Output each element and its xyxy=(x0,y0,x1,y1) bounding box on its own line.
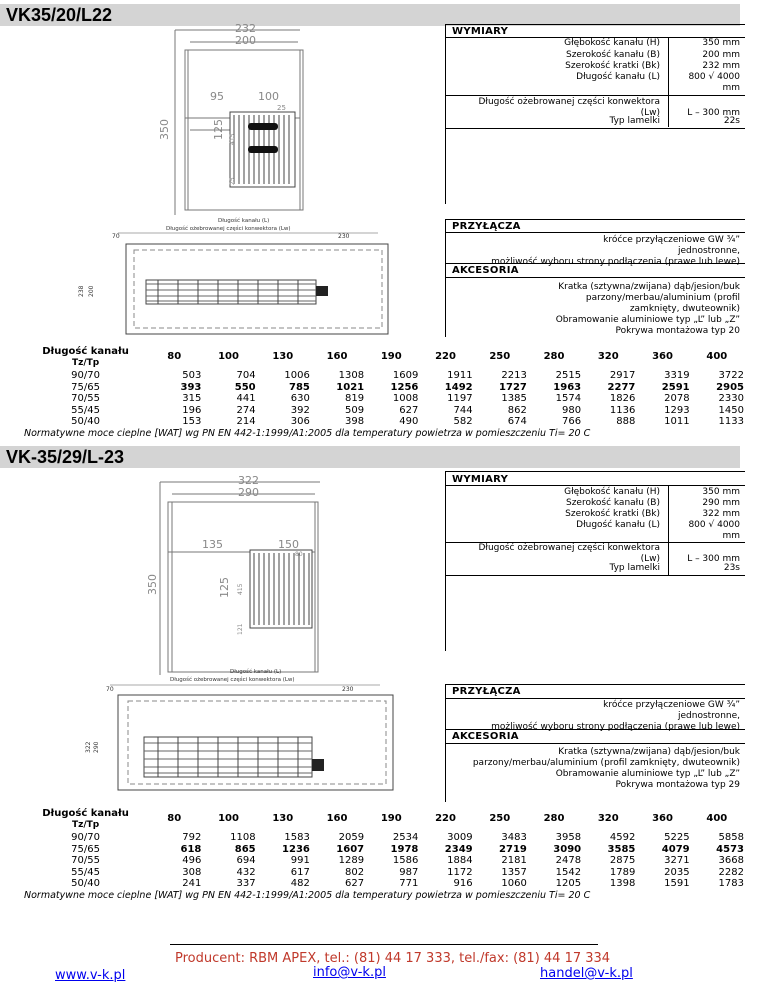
s1-col-0: 80 xyxy=(167,351,182,363)
s1-col-7: 280 xyxy=(543,351,565,363)
table-row: 75/65 393 550 785 1021 1256 1492 1727 1963 2277 2591 2905 xyxy=(71,381,744,393)
s1-table-head: Długość kanału Tz/Tp xyxy=(42,345,129,368)
s2-akcesoria-title: AKCESORIA xyxy=(452,731,519,742)
s1-col-10: 400 xyxy=(706,351,728,363)
s1-dim-label-3: Długość kanału (L) xyxy=(576,72,660,82)
s1-col-8: 320 xyxy=(597,351,619,363)
dim-125: 125 xyxy=(212,119,225,140)
dim-135: 135 xyxy=(202,538,223,551)
footer-handel-link[interactable]: handel@v-k.pl xyxy=(540,966,633,981)
s2-lam-value: 23s xyxy=(723,563,740,573)
s1-akcesoria-title: AKCESORIA xyxy=(452,265,519,276)
dim-322b: 322 xyxy=(85,741,92,753)
s2-akcesoria-line-2: Obramowanie aluminiowe typ „L” lub „Z” xyxy=(555,769,740,779)
s1-akcesoria-line-4: Pokrywa montażowa typ 20 xyxy=(615,326,740,336)
s2-col-10: 400 xyxy=(706,813,728,825)
s1-przylacza-line-0: króćce przyłączeniowe GW ¾” xyxy=(603,235,740,245)
section2-title: VK-35/29/L-23 xyxy=(6,447,125,467)
dim-95: 95 xyxy=(210,90,224,103)
dim-230: 230 xyxy=(338,233,350,240)
s2-col-1: 100 xyxy=(218,813,239,825)
s1-dim-value-2: 232 mm xyxy=(702,61,740,71)
s2-col-0: 80 xyxy=(167,813,182,825)
s2-col-5: 220 xyxy=(435,813,456,825)
s2-dim-label-0: Głębokość kanału (H) xyxy=(564,487,660,497)
s1-col-5: 220 xyxy=(435,351,456,363)
s1-col-4: 190 xyxy=(380,351,402,363)
s2-col-7: 280 xyxy=(543,813,565,825)
s2-lw-label1: Długość ożebrowanej części konwektora xyxy=(478,543,660,553)
s1-dim-label-1: Szerokość kanału (B) xyxy=(566,50,660,60)
s1-dim-value-0: 350 mm xyxy=(702,38,740,48)
s2-dim-value-0: 350 mm xyxy=(702,487,740,497)
s2-przylacza-title: PRZYŁĄCZA xyxy=(452,686,521,697)
s2-col-2: 130 xyxy=(272,813,294,825)
s2-table-head: Długość kanału Tz/Tp xyxy=(42,807,129,830)
top-L-label-2: Długość kanału (L) xyxy=(230,669,282,675)
top-Lw-label-2: Długość ożebrowanej części konwektora (Lw) xyxy=(170,677,295,683)
s2-dim-label-1: Szerokość kanału (B) xyxy=(566,498,660,508)
s2-dim-label-3: Długość kanału (L) xyxy=(576,520,660,530)
s1-wymiary-panel xyxy=(445,24,446,204)
table-row: 90/70 792 1108 1583 2059 2534 3009 3483 3958 4592 5225 5858 xyxy=(71,832,744,843)
s1-akcesoria-line-3: Obramowanie aluminiowe typ „L” lub „Z” xyxy=(555,315,740,325)
s2-lam-label: Typ lamelki xyxy=(609,563,660,573)
section1-title: VK35/20/L22 xyxy=(6,5,113,25)
footer-producer: Producent: RBM APEX, tel.: (81) 44 17 333, tel./fax: (81) 44 17 334 xyxy=(175,951,611,966)
dim-100: 100 xyxy=(258,90,279,103)
s1-akcesoria-line-2: zamknięty, dwuteownik) xyxy=(629,304,740,314)
s2-dim-value-1: 290 mm xyxy=(702,498,740,508)
s2-wymiary-panel xyxy=(445,471,446,651)
section2-top-view-drawing xyxy=(85,665,400,795)
s2-col-6: 250 xyxy=(489,813,511,825)
s2-power-table xyxy=(24,806,744,890)
dim-415: 415 xyxy=(229,133,236,145)
dim-238: 238 xyxy=(78,285,85,297)
s1-lw-value: L – 300 mm xyxy=(687,108,740,118)
dim-350: 350 xyxy=(158,119,171,140)
s1-wymiary-title: WYMIARY xyxy=(452,26,509,37)
s1-col-9: 360 xyxy=(652,351,673,363)
table-row: 70/55 496 694 991 1289 1586 1884 2181 2478 2875 3271 3668 xyxy=(71,855,744,866)
s2-col-4: 190 xyxy=(380,813,402,825)
table-row: 90/70 503 704 1006 1308 1609 1911 2213 2515 2917 3319 3722 xyxy=(71,370,744,381)
s2-wymiary-title: WYMIARY xyxy=(452,474,509,485)
table-row: 50/40 241 337 482 627 771 916 1060 1205 1398 1591 1783 xyxy=(71,878,744,889)
s1-col-3: 160 xyxy=(326,351,348,363)
dim-232: 232 xyxy=(235,22,256,35)
s1-lw-label1: Długość ożebrowanej części konwektora xyxy=(478,97,660,107)
dim-350b: 350 xyxy=(146,574,159,595)
s1-note: Normatywne moce cieplne [WAT] wg PN EN 442-1:1999/A1:2005 dla temperatury powietrza w pomieszczeniu Ti= 20 C xyxy=(24,428,591,439)
dim-150: 150 xyxy=(278,538,299,551)
s1-power-table xyxy=(24,344,744,428)
footer-www-link[interactable]: www.v-k.pl xyxy=(55,968,126,983)
dim-230b: 230 xyxy=(342,686,354,693)
table-row: 70/55 315 441 630 819 1008 1197 1385 1574 1826 2078 2330 xyxy=(71,393,744,404)
s1-dim-value-1: 200 mm xyxy=(702,50,740,60)
s1-akcesoria-line-1: parzony/merbau/aluminium (profil xyxy=(585,293,740,303)
dim-70: 70 xyxy=(112,233,120,240)
table-row: 50/40 153 214 306 398 490 582 674 766 888 1011 1133 xyxy=(71,416,744,427)
s1-dim-mm: mm xyxy=(722,83,740,93)
dim-25b: 25 xyxy=(229,177,236,185)
footer-divider xyxy=(170,944,598,945)
s2-przylacza-line-0: króćce przyłączeniowe GW ¾” xyxy=(603,700,740,710)
section1-top-view-drawing xyxy=(78,212,400,342)
s1-przylacza-line-2: możliwość wyboru strony podłączenia (prawe lub lewe) xyxy=(491,257,740,267)
section1-cross-section-drawing xyxy=(160,20,460,220)
top-L-label: Długość kanału (L) xyxy=(218,218,270,224)
dim-121: 121 xyxy=(237,623,244,635)
s2-dim-value-2: 322 mm xyxy=(702,509,740,519)
s1-col-6: 250 xyxy=(489,351,511,363)
s1-col-1: 100 xyxy=(218,351,239,363)
s2-akcesoria-line-3: Pokrywa montażowa typ 29 xyxy=(615,780,740,790)
table-row: 55/45 196 274 392 509 627 744 862 980 1136 1293 1450 xyxy=(71,404,744,416)
section2-title-bar xyxy=(0,446,740,468)
dim-25a: 25 xyxy=(277,104,286,112)
dim-200b: 200 xyxy=(88,285,95,297)
s2-dim-mm: mm xyxy=(722,531,740,541)
dim-290: 290 xyxy=(238,486,259,499)
s2-lw-value: L – 300 mm xyxy=(687,554,740,564)
s1-dim-value-3: 800 √ 4000 xyxy=(688,72,740,82)
s2-dim-value-3: 800 √ 4000 xyxy=(688,520,740,530)
s1-akcesoria-line-0: Kratka (sztywna/zwijana) dąb/jesion/buk xyxy=(558,282,740,292)
s1-col-2: 130 xyxy=(272,351,294,363)
top-Lw-label: Długość ożebrowanej części konwektora (Lw) xyxy=(166,226,291,232)
s2-col-3: 160 xyxy=(326,813,348,825)
table-row: 75/65 618 865 1236 1607 1978 2349 2719 3090 3585 4079 4573 xyxy=(71,843,744,855)
dim-415b: 415 xyxy=(237,583,244,595)
s2-przylacza-line-2: możliwość wyboru strony podłączenia (prawe lub lewe) xyxy=(491,722,740,732)
s1-przylacza-line-1: jednostronne, xyxy=(678,246,740,256)
s2-akcesoria-line-0: Kratka (sztywna/zwijana) dąb/jesion/buk xyxy=(558,747,740,757)
s1-przylacza-title: PRZYŁĄCZA xyxy=(452,221,521,232)
dim-290b: 290 xyxy=(93,741,100,753)
s2-lw-label2: (Lw) xyxy=(640,554,660,564)
s1-lam-value: 22s xyxy=(723,116,740,126)
s1-dim-label-2: Szerokość kratki (Bk) xyxy=(565,61,660,71)
footer-info-link[interactable]: info@v-k.pl xyxy=(313,965,386,980)
s2-dim-label-2: Szerokość kratki (Bk) xyxy=(565,509,660,519)
s2-note: Normatywne moce cieplne [WAT] wg PN EN 442-1:1999/A1:2005 dla temperatury powietrza w pomieszczeniu Ti= 20 C xyxy=(24,890,591,901)
s1-lam-label: Typ lamelki xyxy=(609,116,660,126)
dim-125b: 125 xyxy=(218,577,231,598)
s2-col-8: 320 xyxy=(597,813,619,825)
s1-dim-label-0: Głębokość kanału (H) xyxy=(564,38,660,48)
s2-przylacza-line-1: jednostronne, xyxy=(678,711,740,721)
s2-col-9: 360 xyxy=(652,813,673,825)
dim-80: 80 xyxy=(295,551,303,558)
dim-322: 322 xyxy=(238,474,259,487)
s1-lw-label2: (Lw) xyxy=(640,108,660,118)
table-row: 55/45 308 432 617 802 987 1172 1357 1542 1789 2035 2282 xyxy=(71,866,744,878)
dim-200: 200 xyxy=(235,34,256,47)
section2-cross-section-drawing xyxy=(146,470,450,670)
dim-70b: 70 xyxy=(106,686,114,693)
s2-akcesoria-line-1: parzony/merbau/aluminium (profil zamknięty, dwuteownik) xyxy=(472,758,740,768)
